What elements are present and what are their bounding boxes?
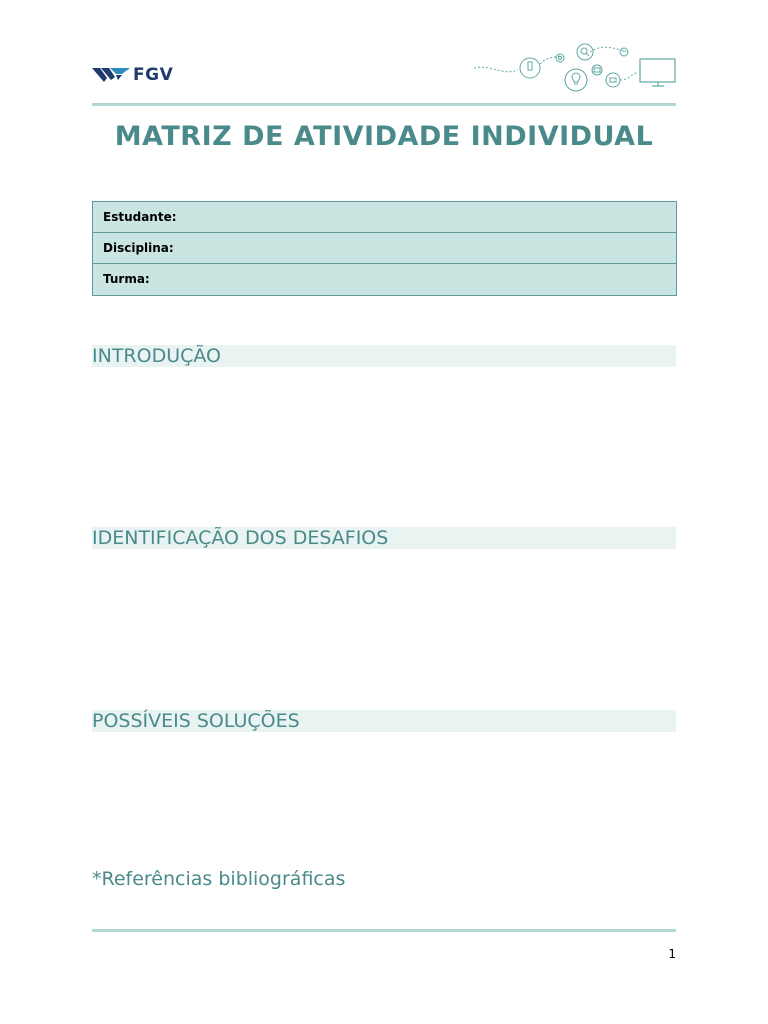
- header-divider: [92, 103, 676, 106]
- footer-divider: [92, 929, 676, 932]
- references-heading: *Referências bibliográficas: [92, 868, 346, 890]
- info-label-turma: Turma:: [103, 272, 150, 286]
- section-introducao: [92, 345, 676, 367]
- page-number: 1: [668, 947, 676, 961]
- fgv-logo: [92, 64, 192, 86]
- info-row-estudante[interactable]: [93, 202, 676, 233]
- fgv-logo-mark-icon: [92, 68, 130, 82]
- section-solucoes: [92, 710, 676, 732]
- section-desafios: [92, 527, 676, 549]
- section-heading-solucoes: POSSÍVEIS SOLUÇÕES: [92, 710, 300, 732]
- section-heading-desafios: IDENTIFICAÇÃO DOS DESAFIOS: [92, 527, 389, 549]
- info-row-disciplina[interactable]: [93, 233, 676, 264]
- section-heading-introducao: INTRODUÇÃO: [92, 345, 222, 367]
- education-technology-illustration: [472, 40, 680, 96]
- student-info-table: [92, 201, 677, 296]
- fgv-logo-text: FGV: [133, 65, 174, 85]
- info-row-turma[interactable]: [93, 264, 676, 295]
- info-label-estudante: Estudante:: [103, 210, 177, 224]
- document-title: MATRIZ DE ATIVIDADE INDIVIDUAL: [114, 121, 654, 152]
- info-label-disciplina: Disciplina:: [103, 241, 174, 255]
